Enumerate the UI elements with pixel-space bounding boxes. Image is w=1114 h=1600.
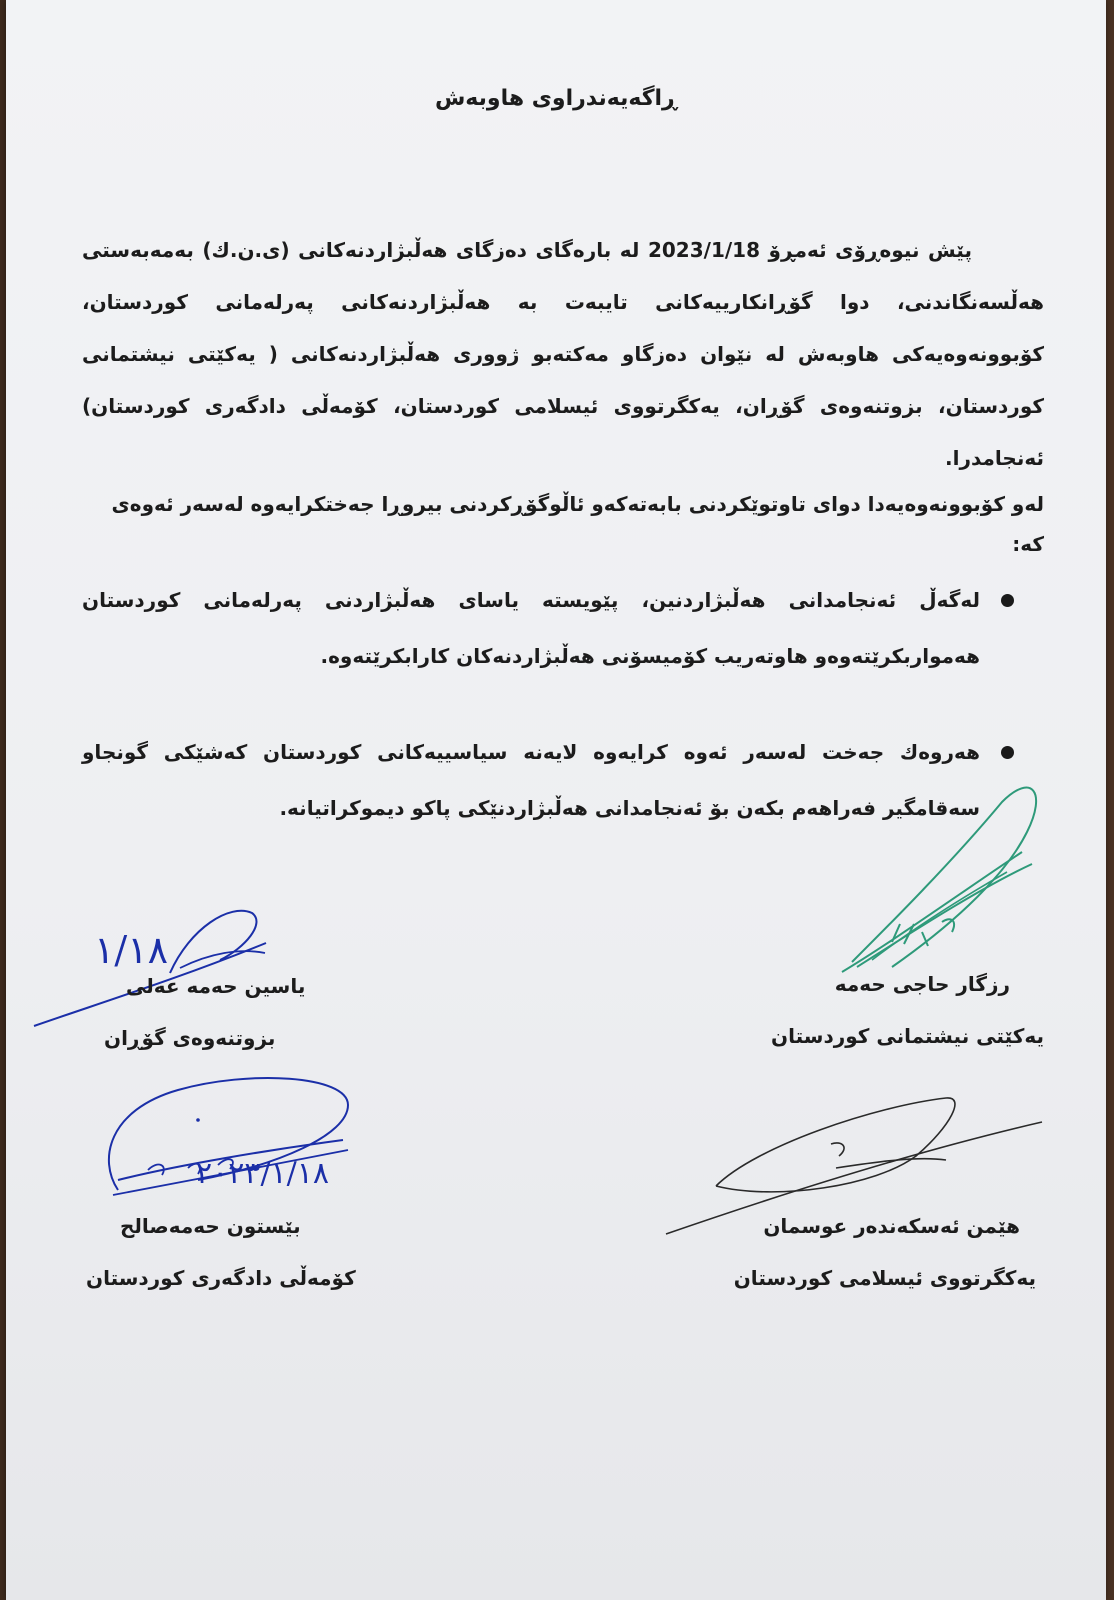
signature-4-date: ٢٠٢٣/١/١٨ <box>196 1156 330 1191</box>
document-page <box>6 0 1106 1600</box>
signature-1-scribble <box>832 772 1042 992</box>
agreement-point-1 <box>82 572 1044 684</box>
signatory-2-party: بزوتنەوەی گۆڕان <box>104 1026 276 1050</box>
document-title: ڕاگەیەندراوی هاوبەش <box>434 86 678 111</box>
bullet-icon <box>1001 746 1014 759</box>
intro-paragraph: پێش نیوەڕۆی ئەمڕۆ 2023/1/18 لە بارەگای دەزگای هەڵبژاردنەکانی (ی.ن.ك) بەمەبەستی هەڵسەنگاندنی، دوا گۆڕانکارییەکانی تایبەت بە هەڵبژاردنەکانی پەرلەمانی کوردستان، کۆبوونەوەیەکی هاوبەش لە نێوان دەزگاو مەکتەبو ژووری هەڵبژاردنەکانی ( یەکێتی نیشتمانی کوردستان، بزوتنەوەی گۆڕان، یەکگرتووی ئیسلامی کوردستان، کۆمەڵی دادگەری کوردستان) ئەنجامدرا. <box>82 238 1044 470</box>
signatory-4-party: کۆمەڵی دادگەری کوردستان <box>86 1266 356 1290</box>
agreement-intro: لەو کۆبوونەوەیەدا دوای تاوتوێکردنی بابەتەکەو ئاڵوگۆڕکردنی بیروڕا جەختکرایەوە لەسەر ئەوەی کە: <box>111 492 1044 556</box>
signature-2-date: ١/١٨ <box>94 928 169 972</box>
signatory-1-name: رزگار حاجی حەمە <box>834 972 1010 996</box>
agreement-point-text: لەگەڵ ئەنجامدانی هەڵبژاردنین، پێویستە یاسای هەڵبژاردنی پەرلەمانی کوردستان هەمواربکرێتەوەو هاوتەریب کۆمیسۆنی هەڵبژاردنەکان کارابکرێتەوە. <box>82 588 980 668</box>
agreement-point-text: هەروەك جەخت لەسەر ئەوە کرایەوە لایەنە سیاسییەکانی کوردستان کەشێکی گونجاو سەقامگیر فەراهەم بکەن بۆ ئەنجامدانی هەڵبژاردنێکی پاكو دیموکراتیانە. <box>82 740 980 820</box>
signatory-2-name: یاسین حەمە عەلی <box>126 974 306 998</box>
signatory-3-party: یەکگرتووی ئیسلامی کوردستان <box>733 1266 1036 1290</box>
signatory-1-party: یەکێتی نیشتمانی کوردستان <box>771 1024 1044 1048</box>
signatory-4-name: بێستون حەمەصالح <box>120 1214 301 1238</box>
signatory-3-name: هێمن ئەسکەندەر عوسمان <box>763 1214 1020 1238</box>
bullet-icon <box>1001 594 1014 607</box>
